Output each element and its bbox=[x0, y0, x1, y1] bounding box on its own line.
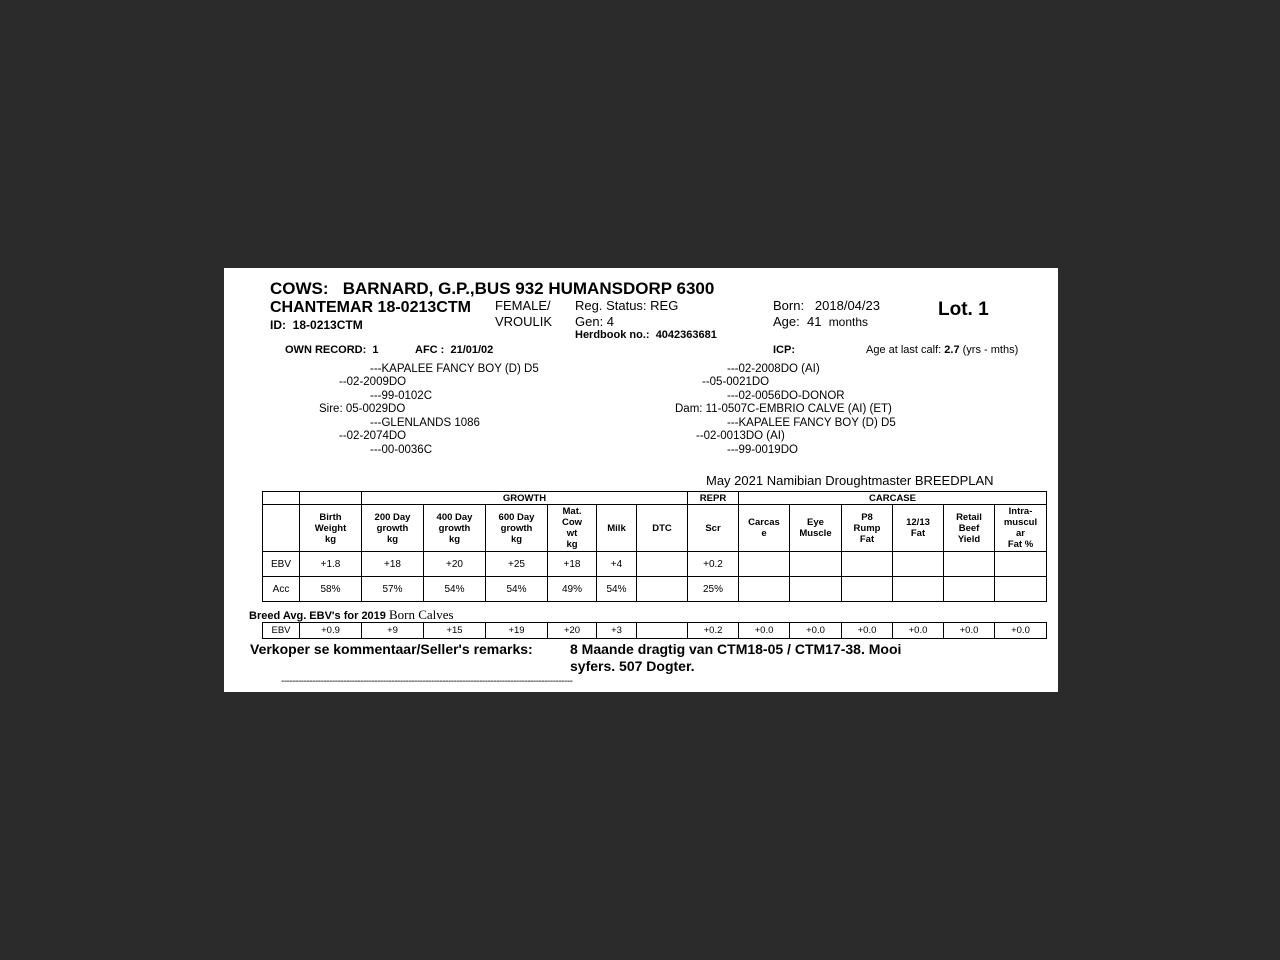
column-header-line: kg bbox=[510, 533, 523, 545]
dam-pedigree-line: ---02-0056DO-DONOR bbox=[727, 390, 845, 402]
herdbook bbox=[575, 329, 717, 341]
remarks-label: Verkoper se kommentaar/Seller's remarks: bbox=[250, 641, 533, 657]
age-unit: months bbox=[828, 315, 869, 329]
own-record-value: 1 bbox=[372, 344, 379, 356]
column-header-line: 400 Day bbox=[436, 511, 473, 523]
column-header-line: 200 Day bbox=[374, 511, 411, 523]
group-blank bbox=[263, 492, 300, 505]
table-cell: 57% bbox=[362, 577, 424, 602]
table-cell: +1.8 bbox=[300, 552, 362, 577]
table-cell bbox=[995, 577, 1047, 602]
column-header-line: Fat % bbox=[1007, 539, 1034, 550]
remarks-line2: syfers. 507 Dogter. bbox=[570, 658, 695, 674]
afc-label: AFC : bbox=[415, 344, 445, 356]
sire-pedigree-line: ---GLENLANDS 1086 bbox=[370, 417, 480, 429]
table-cell: +0.2 bbox=[688, 623, 739, 639]
animal-id bbox=[270, 318, 363, 332]
column-header-line: Yield bbox=[957, 533, 981, 545]
sire-pedigree-line: ---99-0102C bbox=[370, 390, 432, 402]
column-header-line: Beef bbox=[958, 522, 980, 534]
table-cell: +25 bbox=[486, 552, 548, 577]
dam-pedigree-line: --05-0021DO bbox=[702, 376, 770, 388]
column-header-line: Weight bbox=[314, 522, 347, 534]
table-cell bbox=[995, 552, 1047, 577]
dam-pedigree-line: --02-0013DO (AI) bbox=[696, 430, 785, 442]
column-header-line: 12/13 bbox=[906, 517, 930, 528]
table-cell bbox=[893, 552, 944, 577]
column-header-line: ar bbox=[1016, 528, 1025, 539]
column-header-line: Muscle bbox=[799, 528, 832, 539]
table-cell bbox=[842, 552, 893, 577]
ebv-header-row bbox=[263, 505, 1047, 552]
table-cell: +0.0 bbox=[944, 623, 995, 639]
table-cell: 25% bbox=[688, 577, 739, 602]
table-cell: +0.0 bbox=[739, 623, 790, 639]
generation: Gen: 4 bbox=[575, 314, 615, 329]
table-cell: +18 bbox=[362, 552, 424, 577]
footer-separator: ------------------------------------------------------------------------------------------------------- bbox=[281, 676, 573, 687]
ebv-table bbox=[262, 491, 1047, 602]
age-last-calf bbox=[866, 344, 1018, 356]
column-header-line: e bbox=[761, 528, 767, 539]
sex-line1: FEMALE/ bbox=[495, 298, 551, 313]
id-label: ID: bbox=[270, 318, 286, 332]
group-growth: GROWTH bbox=[362, 492, 688, 505]
table-cell bbox=[944, 577, 995, 602]
breedplan-title: May 2021 Namibian Droughtmaster BREEDPLAN bbox=[706, 473, 994, 488]
column-header-line: growth bbox=[438, 522, 471, 534]
lot-catalogue-card bbox=[224, 268, 1058, 692]
table-cell: +19 bbox=[486, 623, 548, 639]
column-header-line: Carcas bbox=[748, 517, 780, 528]
table-cell: +18 bbox=[548, 552, 597, 577]
age-last-calf-unit: (yrs - mths) bbox=[962, 344, 1019, 356]
breed-avg-table bbox=[262, 622, 1047, 639]
column-header-line: Birth bbox=[319, 511, 342, 523]
column-header bbox=[597, 505, 637, 552]
title-line bbox=[270, 279, 714, 299]
column-header-line: growth bbox=[500, 522, 533, 534]
column-header-line: kg bbox=[324, 533, 337, 545]
column-header-line: Cow bbox=[561, 517, 583, 528]
age-last-calf-value: 2.7 bbox=[944, 344, 960, 356]
column-header bbox=[486, 505, 548, 552]
group-repr: REPR bbox=[688, 492, 739, 505]
column-header bbox=[688, 505, 739, 552]
column-header bbox=[893, 505, 944, 552]
column-header bbox=[842, 505, 893, 552]
own-record bbox=[285, 344, 379, 356]
row-label: EBV bbox=[263, 552, 300, 577]
column-header-line: Fat bbox=[910, 528, 926, 539]
age-label: Age: bbox=[773, 314, 800, 329]
column-header bbox=[548, 505, 597, 552]
table-cell bbox=[893, 577, 944, 602]
column-header bbox=[790, 505, 842, 552]
table-cell: +0.0 bbox=[995, 623, 1047, 639]
column-header-line: Eye bbox=[807, 517, 824, 528]
column-header-line: kg bbox=[448, 533, 461, 545]
column-header-line: Rump bbox=[853, 522, 881, 534]
table-cell: +0.0 bbox=[842, 623, 893, 639]
column-header-line: 600 Day bbox=[498, 511, 535, 523]
age-last-calf-label: Age at last calf: bbox=[866, 344, 942, 356]
owner-name: BARNARD, G.P.,BUS 932 HUMANSDORP 6300 bbox=[342, 279, 715, 298]
dam-line: Dam: 11-0507C-EMBRIO CALVE (AI) (ET) bbox=[675, 403, 892, 415]
column-header-line: Retail bbox=[956, 511, 982, 523]
sex-line2: VROULIK bbox=[495, 314, 553, 329]
group-blank bbox=[300, 492, 362, 505]
table-cell: 49% bbox=[548, 577, 597, 602]
breed-avg-label bbox=[249, 607, 454, 623]
column-header-line: Scr bbox=[705, 522, 721, 534]
table-cell: +20 bbox=[548, 623, 597, 639]
born-value: 2018/04/23 bbox=[814, 298, 880, 313]
column-header-line: Milk bbox=[607, 522, 626, 534]
column-header-line: growth bbox=[376, 522, 409, 534]
table-cell: +4 bbox=[597, 552, 637, 577]
sire-pedigree-line: ---00-0036C bbox=[370, 444, 432, 456]
table-cell: +0.9 bbox=[300, 623, 362, 639]
icp-label: ICP: bbox=[773, 344, 795, 356]
table-cell: 54% bbox=[486, 577, 548, 602]
dam-pedigree-line: ---02-2008DO (AI) bbox=[727, 363, 820, 375]
sire-pedigree-line: --02-2009DO bbox=[339, 376, 407, 388]
table-cell bbox=[790, 577, 842, 602]
table-cell: +0.0 bbox=[790, 623, 842, 639]
table-row bbox=[263, 623, 1047, 639]
table-cell bbox=[790, 552, 842, 577]
dam-pedigree-line: ---99-0019DO bbox=[727, 444, 798, 456]
column-header-line: P8 bbox=[861, 511, 873, 523]
column-header bbox=[362, 505, 424, 552]
column-header bbox=[995, 505, 1047, 552]
table-cell bbox=[739, 577, 790, 602]
reg-status: Reg. Status: REG bbox=[575, 298, 679, 313]
header-blank bbox=[263, 505, 300, 552]
column-header bbox=[637, 505, 688, 552]
animal-name: CHANTEMAR 18-0213CTM bbox=[270, 299, 471, 316]
column-header-line: DTC bbox=[652, 522, 672, 534]
lot-number: Lot. 1 bbox=[938, 299, 989, 320]
table-row bbox=[263, 552, 1047, 577]
herdbook-label: Herdbook no.: bbox=[575, 329, 650, 341]
column-header-line: kg bbox=[566, 539, 578, 550]
table-cell: +9 bbox=[362, 623, 424, 639]
own-record-label: OWN RECORD: bbox=[285, 344, 367, 356]
column-header-line: wt bbox=[566, 528, 578, 539]
remarks-line1: 8 Maande dragtig van CTM18-05 / CTM17-38. Mooi bbox=[570, 641, 902, 657]
afc bbox=[415, 344, 493, 356]
column-header-line: muscul bbox=[1003, 517, 1038, 528]
column-header bbox=[739, 505, 790, 552]
table-cell: 58% bbox=[300, 577, 362, 602]
column-header bbox=[424, 505, 486, 552]
table-cell bbox=[637, 623, 688, 639]
column-header-line: Fat bbox=[859, 533, 875, 545]
age bbox=[773, 314, 868, 329]
table-cell: +20 bbox=[424, 552, 486, 577]
column-header-line: kg bbox=[386, 533, 399, 545]
sire-line: Sire: 05-0029DO bbox=[319, 403, 406, 415]
table-cell bbox=[739, 552, 790, 577]
table-cell: 54% bbox=[424, 577, 486, 602]
table-cell: +0.2 bbox=[688, 552, 739, 577]
ebv-group-row bbox=[263, 492, 1047, 505]
age-value: 41 bbox=[806, 314, 822, 329]
breed-avg-label-serif: Born Calves bbox=[388, 607, 454, 622]
table-cell: +3 bbox=[597, 623, 637, 639]
born bbox=[773, 298, 880, 313]
table-cell: +15 bbox=[424, 623, 486, 639]
table-cell bbox=[842, 577, 893, 602]
table-cell: 54% bbox=[597, 577, 637, 602]
group-carcase: CARCASE bbox=[739, 492, 1047, 505]
table-cell: +0.0 bbox=[893, 623, 944, 639]
sire-pedigree-line: ---KAPALEE FANCY BOY (D) D5 bbox=[370, 363, 539, 375]
row-label: EBV bbox=[263, 623, 300, 639]
title-prefix: COWS: bbox=[270, 279, 329, 298]
column-header bbox=[944, 505, 995, 552]
column-header bbox=[300, 505, 362, 552]
afc-value: 21/01/02 bbox=[450, 344, 494, 356]
herdbook-value: 4042363681 bbox=[655, 329, 717, 341]
table-cell bbox=[637, 577, 688, 602]
table-cell bbox=[637, 552, 688, 577]
column-header-line: Intra- bbox=[1008, 506, 1033, 517]
breed-avg-label-bold: Breed Avg. EBV's for 2019 bbox=[249, 610, 386, 622]
table-row bbox=[263, 577, 1047, 602]
sire-pedigree-line: --02-2074DO bbox=[339, 430, 407, 442]
born-label: Born: bbox=[773, 298, 805, 313]
dam-pedigree-line: ---KAPALEE FANCY BOY (D) D5 bbox=[727, 417, 896, 429]
column-header-line: Mat. bbox=[562, 506, 582, 517]
row-label: Acc bbox=[263, 577, 300, 602]
id-value: 18-0213CTM bbox=[292, 318, 363, 332]
table-cell bbox=[944, 552, 995, 577]
